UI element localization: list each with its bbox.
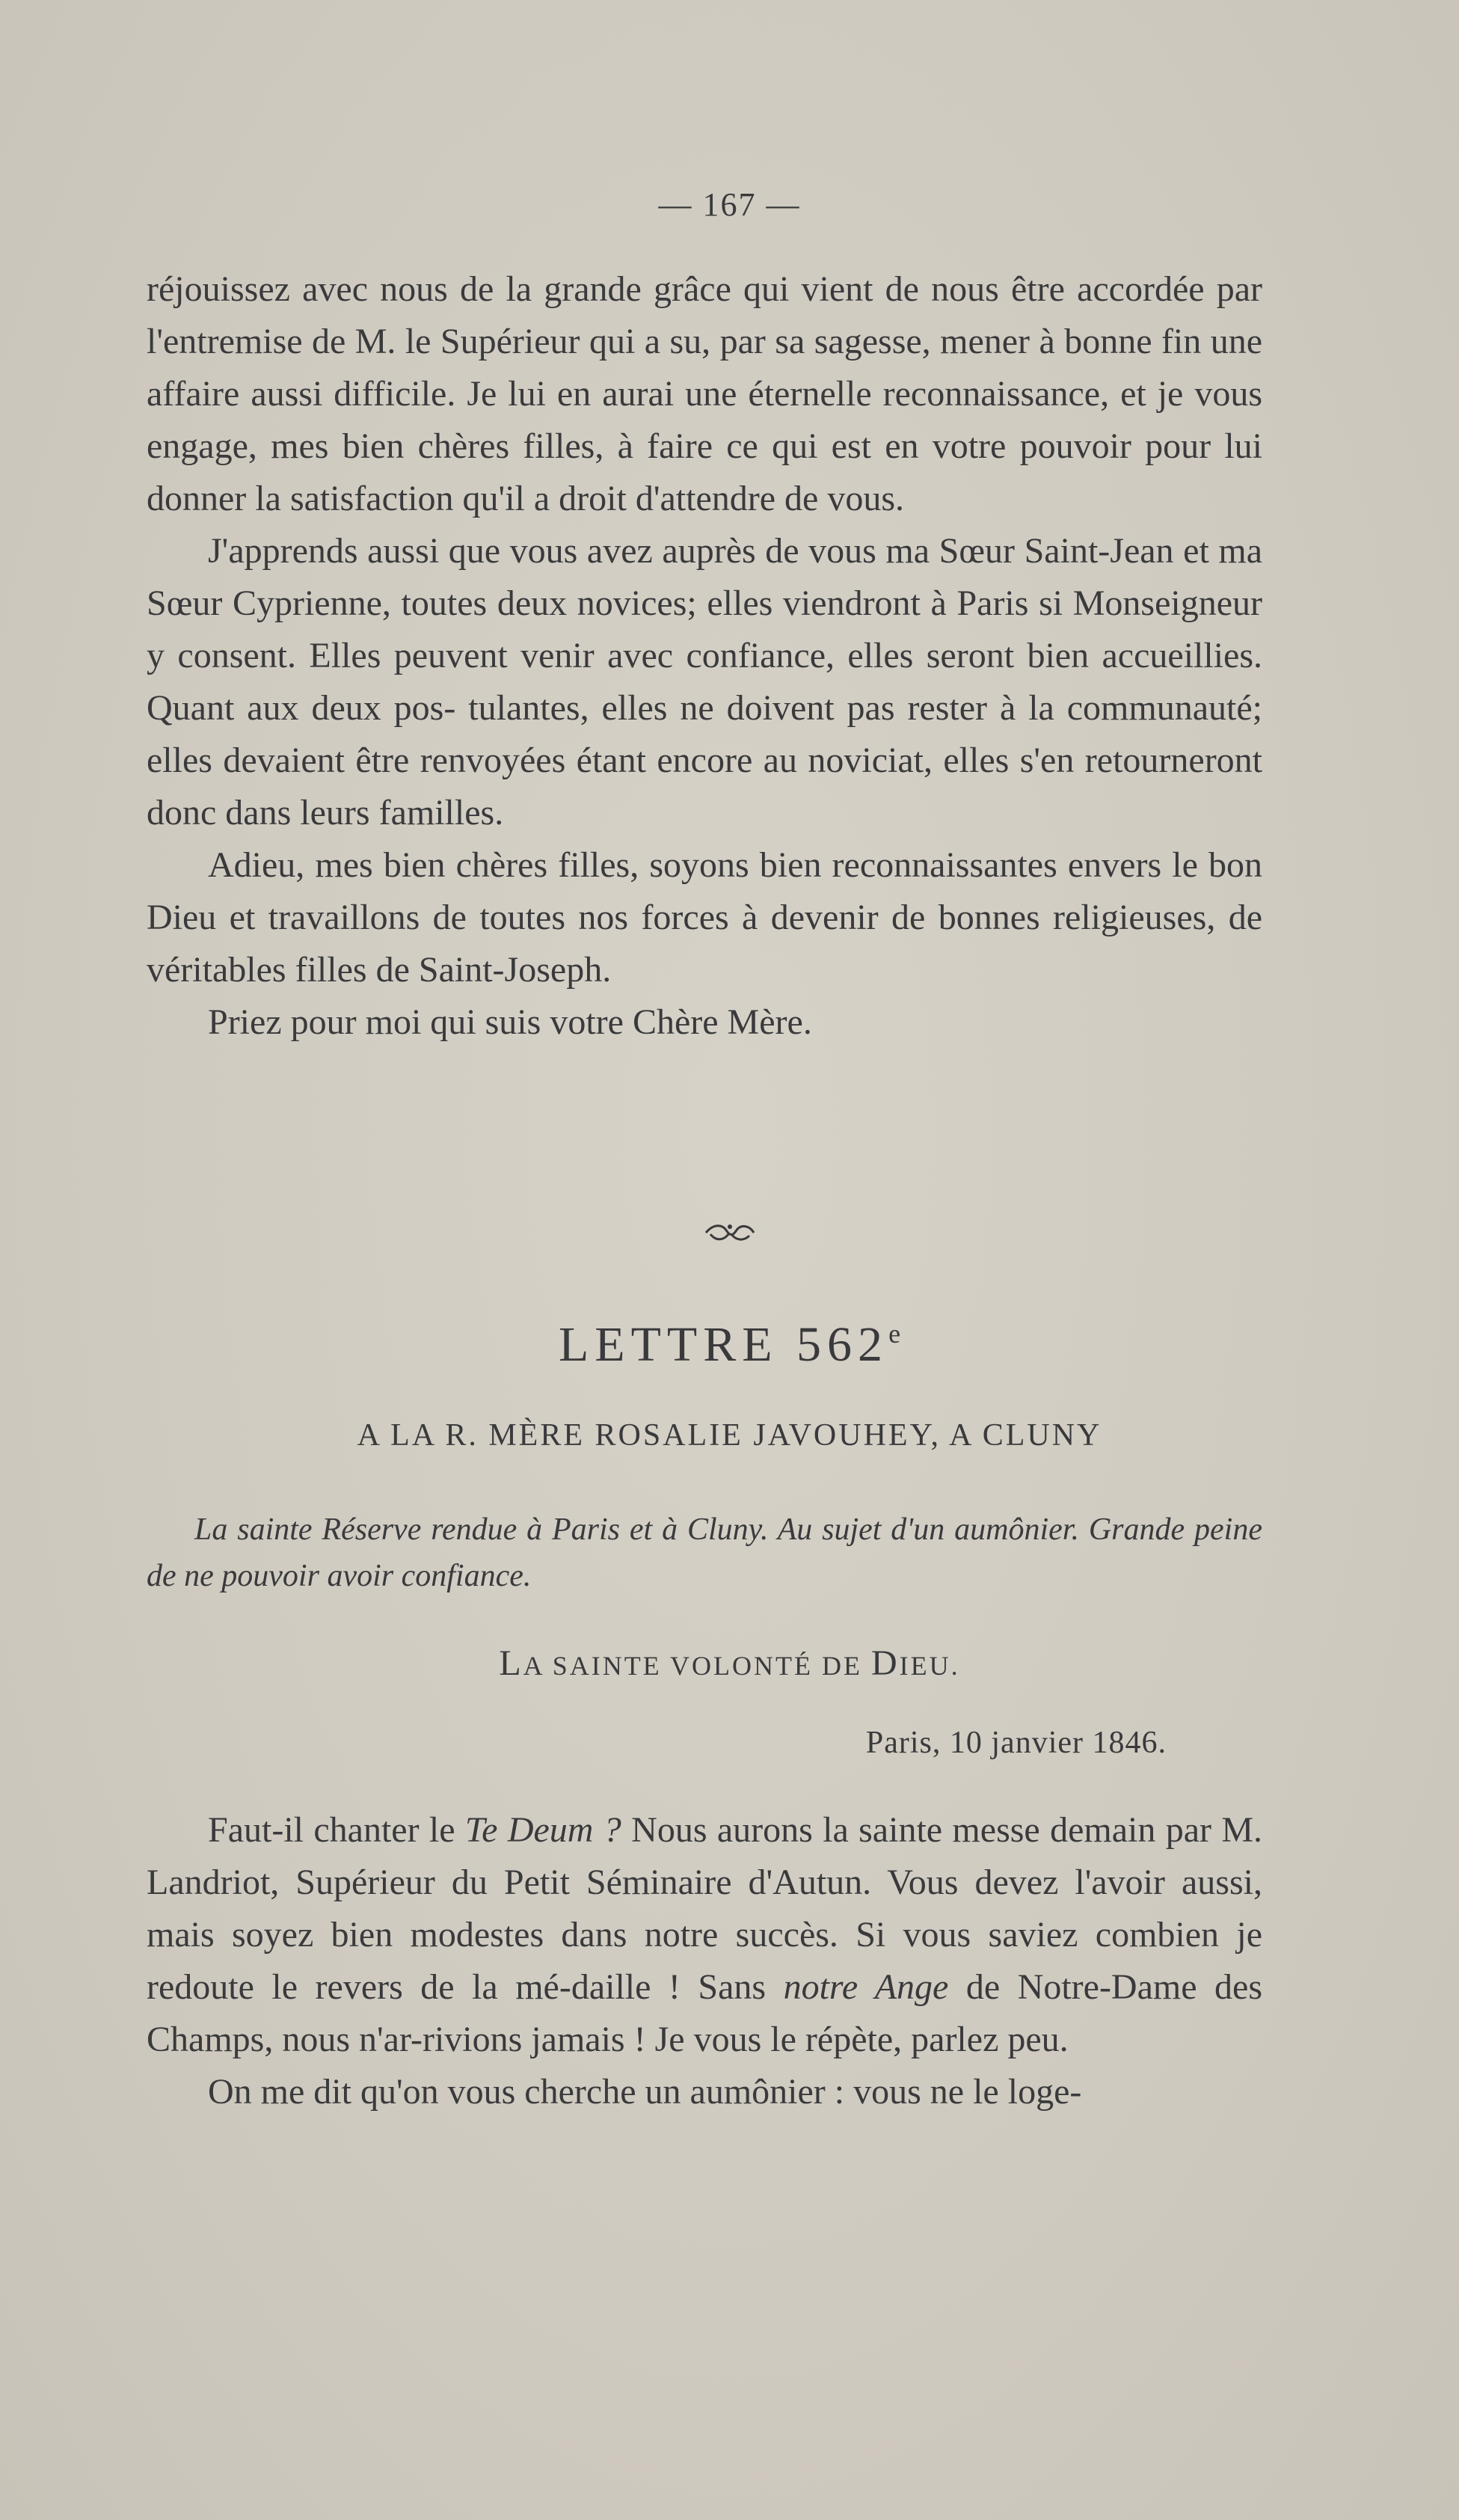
paragraph-1-line: la satisfaction qu'il a droit d'attendre de vous. bbox=[255, 479, 905, 518]
addressee: A LA R. MÈRE ROSALIE JAVOUHEY, A CLUNY bbox=[357, 1418, 1102, 1453]
letter-title-text: LETTRE 562 bbox=[558, 1317, 889, 1372]
letter-summary: La sainte Réserve rendue à Paris et à Cluny. Au sujet d'un aumônier. Grande peine de ne pouvoir avoir confiance. bbox=[147, 1512, 1262, 1593]
paragraph-1-line: accordée par l'entremise de M. le Supérieur qui a su, par sa bbox=[147, 269, 1263, 361]
fleuron-ornament-icon bbox=[0, 1212, 1459, 1254]
invocation bbox=[0, 1643, 1459, 1684]
invocation-dieu-cap: D bbox=[870, 1643, 900, 1683]
te-deum-italic: Te Deum ? bbox=[464, 1810, 621, 1850]
paragraph-2 bbox=[147, 525, 1262, 839]
invocation-la-cap: L bbox=[499, 1643, 523, 1683]
paragraph-1-line: sagesse, mener à bonne fin une affaire aussi difficile. Je lui en bbox=[147, 322, 1262, 414]
paragraph-3-line: de bonnes religieuses, de véritables filles de Saint-Joseph. bbox=[147, 898, 1263, 990]
letter-title bbox=[0, 1316, 1459, 1373]
previous-letter-continuation bbox=[147, 263, 1262, 1049]
invocation-dieu-rest: IEU. bbox=[899, 1651, 960, 1681]
paragraph-2-line: J'apprends aussi que vous avez auprès de vous ma Sœur bbox=[208, 531, 1016, 571]
paragraph-2-line: tulantes, elles ne doivent pas rester à la communauté; elles bbox=[147, 688, 1263, 780]
paragraph-3-line: Adieu, mes bien chères filles, soyons bien reconnaissantes bbox=[208, 845, 1057, 885]
paragraph-1-line: aurai une éternelle reconnaissance, et je vous engage, mes bien bbox=[147, 374, 1262, 466]
dateline: Paris, 10 janvier 1846. bbox=[865, 1726, 1167, 1760]
notre-ange-italic: notre Ange bbox=[783, 1967, 949, 2007]
letter-paragraph-2: On me dit qu'on vous cherche un aumônier : vous ne le loge- bbox=[208, 2072, 1082, 2112]
paragraph-3 bbox=[147, 839, 1262, 996]
paragraph-1-line: chères filles, à faire ce qui est en votre pouvoir pour lui donner bbox=[147, 426, 1262, 518]
letter-body bbox=[147, 1804, 1262, 2118]
paragraph-2-line: viendront à Paris si Monseigneur y consent. Elles peuvent venir bbox=[147, 583, 1262, 675]
paragraph-3-line: envers le bon Dieu et travaillons de toutes nos forces à devenir bbox=[147, 845, 1262, 937]
paragraph-4: Priez pour moi qui suis votre Chère Mère. bbox=[208, 1002, 812, 1042]
paragraph-2-line: Saint-Jean et ma Sœur Cyprienne, toutes deux novices; elles bbox=[147, 531, 1263, 623]
letter-title-suffix: e bbox=[888, 1319, 901, 1349]
fleuron-ornament-icon-svg bbox=[703, 1219, 757, 1246]
paragraph-1-line: réjouissez avec nous de la grande grâce qui vient de nous être bbox=[147, 269, 1065, 309]
paragraph-1 bbox=[147, 263, 1262, 525]
paragraph-2-line: avec confiance, elles seront bien accueillies. Quant aux deux pos- bbox=[147, 636, 1263, 728]
paragraph-2-line: retourneront donc dans leurs familles. bbox=[147, 741, 1263, 833]
letter-paragraph-1-lead: Faut-il chanter le bbox=[208, 1810, 465, 1850]
invocation-la-rest: A bbox=[523, 1651, 544, 1681]
page-number: — 167 — bbox=[658, 186, 801, 223]
letter-paragraph-1-tail: de Notre-Dame des Champs, nous n'ar-rivions jamais ! Je vous le répète, parlez peu. bbox=[147, 1967, 1263, 2059]
letter-paragraph-1-middle: Nous aurons la sainte messe demain par M. Landriot, Supérieur du Petit Séminaire d'Autun. Vous devez l'avoir aussi, mais soyez bien modestes dans notre succès. Si vous saviez combien je redoute le revers de la mé-daille ! Sans bbox=[147, 1810, 1263, 2007]
letter-paragraph-1 bbox=[147, 1804, 1262, 2066]
invocation-middle: SAINTE VOLONTÉ DE bbox=[552, 1651, 862, 1681]
paragraph-2-line: devaient être renvoyées étant encore au noviciat, elles s'en bbox=[223, 741, 1075, 780]
